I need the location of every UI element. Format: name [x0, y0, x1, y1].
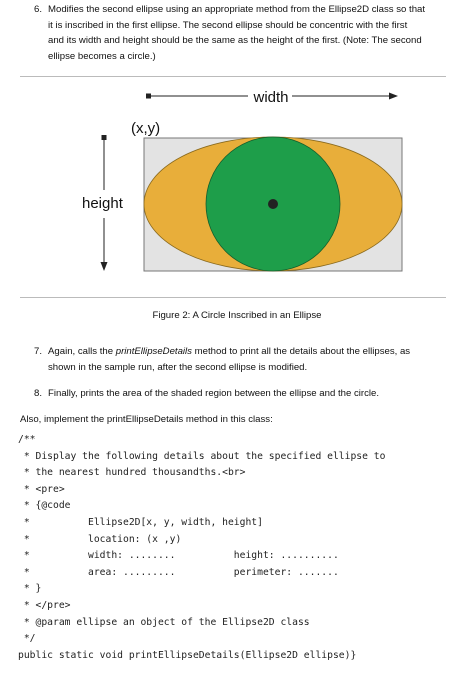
question-6-line: ellipse becomes a circle.) [48, 50, 156, 62]
width-arrow-left-end [146, 94, 151, 99]
question-8-number: 8. [34, 388, 43, 399]
center-point [268, 199, 278, 209]
height-label: height [82, 195, 123, 212]
xy-label: (x,y) [131, 120, 161, 137]
question-6-line: it is inscribed in the first ellipse. The second ellipse should be concentric with the first [48, 19, 408, 31]
also-paragraph: Also, implement the printEllipseDetails method in this class: [20, 414, 273, 425]
q7-method-name: printEllipseDetails [115, 346, 192, 357]
q7-prefix: Again, calls the [48, 346, 116, 357]
width-arrow-right-head [389, 93, 398, 100]
q7-suffix: method to print all the details about the ellipses, as [191, 346, 411, 357]
question-6-number: 6. [34, 4, 43, 15]
question-8-text: Finally, prints the area of the shaded region between the ellipse and the circle. [48, 388, 380, 399]
question-7-line-2: shown in the sample run, after the second ellipse is modified. [48, 361, 308, 373]
question-6-line: and its width and height should be the same as the height of the first. (Note: The second [48, 35, 422, 46]
divider-bottom [20, 297, 446, 298]
width-label: width [253, 89, 289, 106]
code-block: /** * Display the following details about the specified ellipse to * the nearest hundred thousandths.<br> * <pre> * {@code * Ellipse2D[x, y, width, height] * location: (x ,y) * width: ........ height: .......... * area: ......... perimeter: ....... * } * </pre> * @param ellipse an object of the Ellipse2D class */ public static void printEllipseDetails(Ellipse2D ellipse)} [18, 434, 386, 661]
question-7-number: 7. [34, 346, 43, 357]
question-7-line-1 [48, 344, 458, 360]
question-6-line: Modifies the second ellipse using an appropriate method from the Ellipse2D class so that [48, 4, 426, 15]
divider-top [20, 76, 446, 77]
figure-ellipse-circle [0, 78, 474, 308]
figure-caption: Figure 2: A Circle Inscribed in an Ellipse [152, 310, 322, 321]
height-arrow-bottom-head [101, 262, 108, 271]
